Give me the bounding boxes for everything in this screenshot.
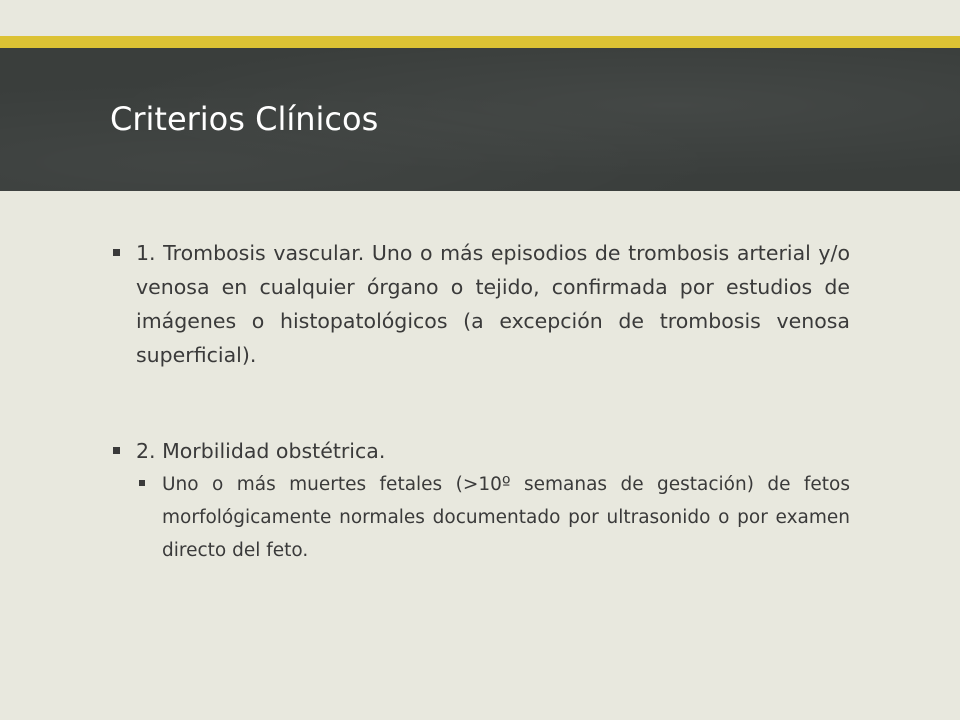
bullet-item-2: [110, 434, 850, 468]
bullet-text-2: 2. Morbilidad obstétrica.: [136, 439, 386, 463]
slide-title: Criterios Clínicos: [110, 100, 379, 138]
slide-content: [110, 236, 850, 567]
sub-bullet-text-1: Uno o más muertes fetales (>10º semanas de gestación) de fetos morfológicamente normales documentado por ultrasonido o por examen directo del feto.: [162, 474, 850, 561]
square-bullet-icon: [139, 480, 145, 486]
sub-bullet-item-1: [136, 468, 850, 567]
accent-bar: [0, 36, 960, 48]
top-margin: [0, 0, 960, 36]
square-bullet-icon: [113, 447, 120, 454]
square-bullet-icon: [113, 249, 120, 256]
bullet-item-1: [110, 236, 850, 372]
bullet-text-1: 1. Trombosis vascular. Uno o más episodios de trombosis arterial y/o venosa en cualquier órgano o tejido, confirmada por estudios de imágenes o histopatológicos (a excepción de trombosis venosa superficial).: [136, 241, 850, 367]
